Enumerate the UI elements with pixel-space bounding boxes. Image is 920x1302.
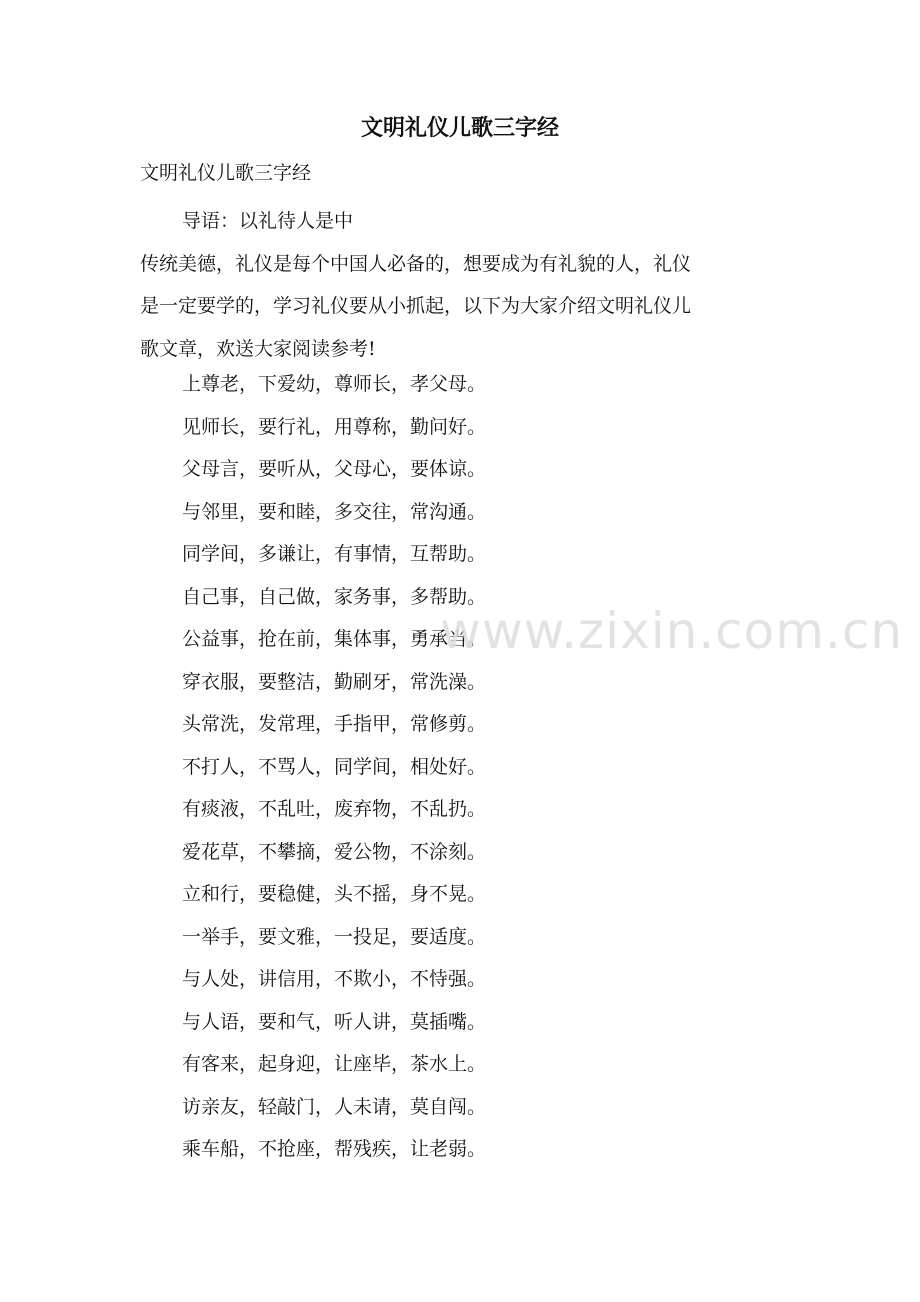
- verse-line: 头常洗，发常理，手指甲，常修剪。: [182, 713, 487, 735]
- verse-line: 见师长，要行礼，用尊称，勤问好。: [182, 415, 487, 438]
- verse-line: 访亲友，轻敲门，人未请，莫自闯。: [182, 1095, 487, 1118]
- intro-line: 是一定要学的，学习礼仪要从小抓起，以下为大家介绍文明礼仪儿: [140, 295, 692, 317]
- verse-line: 有痰液，不乱吐，废弃物，不乱扔。: [182, 798, 487, 820]
- verse-line: 同学间，多谦让，有事情，互帮助。: [182, 543, 487, 565]
- verse-line: 爱花草，不攀摘，爱公物，不涂刻。: [182, 840, 487, 863]
- verse-line: 立和行，要稳健，头不摇，身不晃。: [182, 883, 487, 905]
- verse-line: 有客来，起身迎，让座毕，茶水上。: [182, 1053, 487, 1075]
- document-title: 文明礼仪儿歌三字经: [360, 115, 559, 141]
- verse-line: 与邻里，要和睦，多交往，常沟通。: [182, 500, 487, 523]
- intro-line: 歌文章，欢送大家阅读参考!: [140, 337, 376, 360]
- verse-line: 不打人，不骂人，同学间，相处好。: [182, 755, 487, 778]
- verse-line: 穿衣服，要整洁，勤刷牙，常洗澡。: [182, 670, 487, 693]
- intro-paragraph: [140, 200, 780, 370]
- verse-line: 公益事，抢在前，集体事，勇承当。: [182, 628, 487, 650]
- verse-line: 与人语，要和气，听人讲，莫插嘴。: [182, 1010, 487, 1033]
- verse-list: [182, 363, 486, 1171]
- intro-line: 导语：以礼待人是中: [182, 210, 354, 232]
- verse-line: 自己事，自己做，家务事，多帮助。: [182, 585, 487, 608]
- verse-line: 父母言，要听从，父母心，要体谅。: [182, 458, 487, 480]
- verse-line: 与人处，讲信用，不欺小，不恃强。: [182, 968, 487, 990]
- verse-line: 乘车船，不抢座，帮残疾，让老弱。: [182, 1138, 487, 1160]
- verse-line: 一举手，要文雅，一投足，要适度。: [182, 925, 487, 948]
- document-subtitle: 文明礼仪儿歌三字经: [140, 162, 312, 184]
- verse-line: 上尊老，下爱幼，尊师长，孝父母。: [182, 373, 487, 395]
- watermark: www.zixin.com.cn: [440, 602, 904, 660]
- intro-line: 传统美德，礼仪是每个中国人必备的，想要成为有礼貌的人，礼仪: [140, 252, 692, 275]
